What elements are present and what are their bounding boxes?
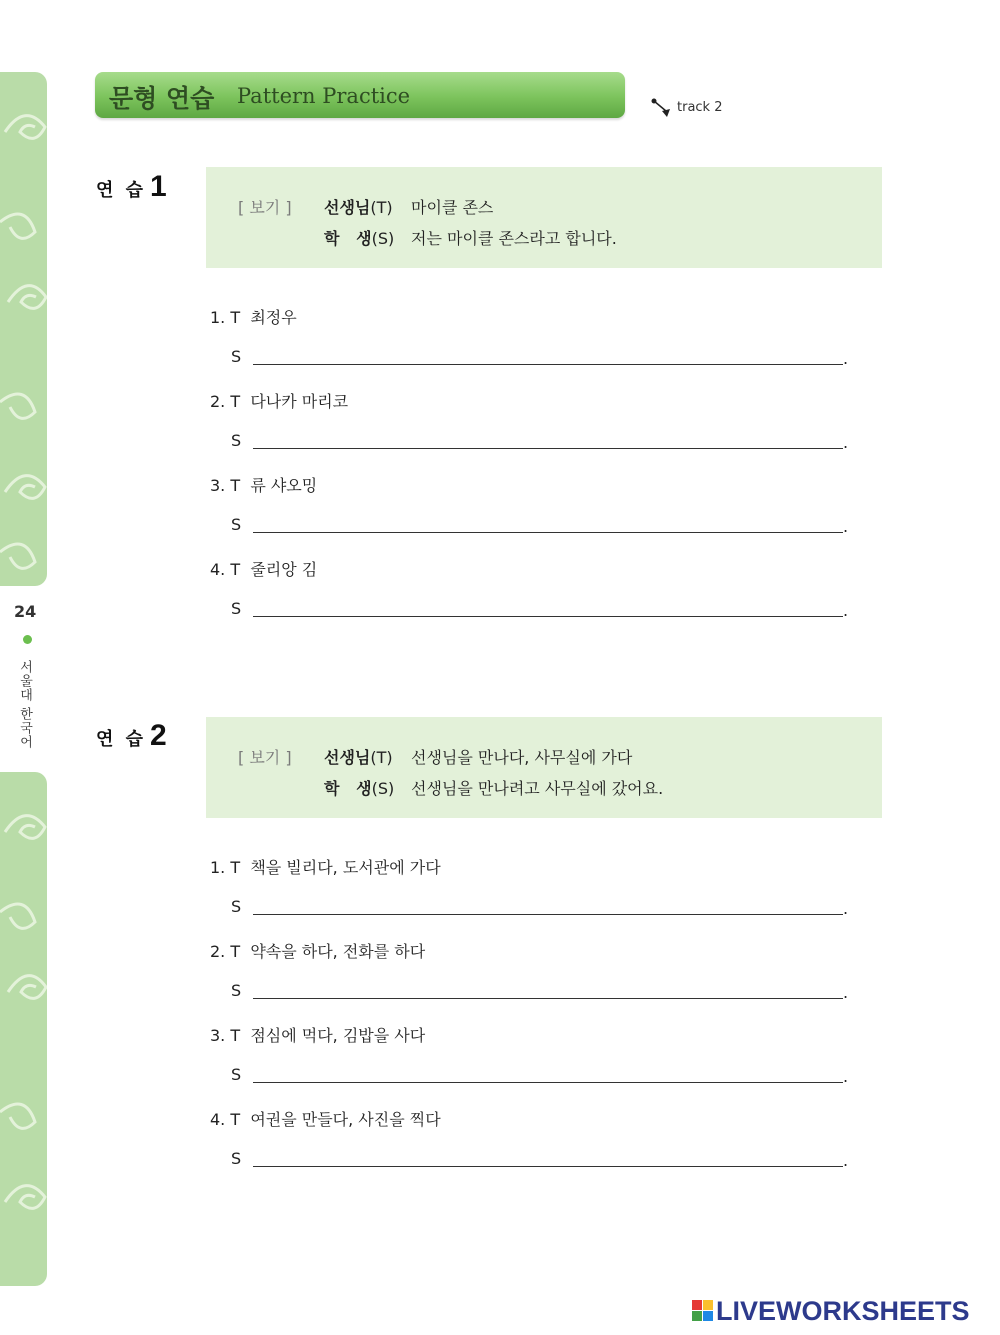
liveworksheets-icon (692, 1300, 714, 1322)
student-label: S (231, 1149, 242, 1168)
question-prompt: 1. T 최정우 (210, 308, 297, 327)
student-role: 학 생(S) (324, 229, 395, 248)
exercise-number: 1 (150, 170, 167, 203)
question-prompt: 4. T 여권을 만들다, 사진을 찍다 (210, 1110, 441, 1129)
question-prompt: 2. T 다나카 마리코 (210, 392, 349, 411)
teacher-example: 마이클 존스 (411, 198, 494, 217)
brand-name: LIVEWORKSHEETS (716, 1296, 970, 1326)
question-prompt: 1. T 책을 빌리다, 도서관에 가다 (210, 858, 441, 877)
exercise-1-title (96, 170, 167, 204)
side-decoration-top (0, 72, 47, 586)
answer-input[interactable] (253, 616, 843, 617)
student-example: 선생님을 만나려고 사무실에 갔어요. (411, 779, 664, 798)
audio-track-icon (650, 97, 672, 119)
section-title-en: Pattern Practice (237, 84, 411, 108)
sentence-end: . (843, 1151, 849, 1170)
teacher-example: 선생님을 만나다, 사무실에 가다 (411, 748, 633, 767)
question-prompt: 2. T 약속을 하다, 전화를 하다 (210, 942, 426, 961)
exercise-number: 2 (150, 719, 167, 752)
track-label: track 2 (677, 100, 723, 115)
teacher-role: 선생님(T) (324, 198, 393, 217)
student-label: S (231, 981, 242, 1000)
teacher-role: 선생님(T) (324, 748, 393, 767)
question-prompt: 3. T 류 샤오밍 (210, 476, 318, 495)
student-role: 학 생(S) (324, 779, 395, 798)
sentence-end: . (843, 517, 849, 536)
sentence-end: . (843, 433, 849, 452)
page-number: 24 (14, 602, 37, 621)
question-prompt: 3. T 점심에 먹다, 김밥을 사다 (210, 1026, 426, 1045)
answer-input[interactable] (253, 532, 843, 533)
answer-input[interactable] (253, 1082, 843, 1083)
cloud-pattern-icon (0, 72, 47, 586)
exercise-label: 연 습 (96, 180, 147, 201)
student-label: S (231, 1065, 242, 1084)
example-tag: [ 보기 ] (238, 748, 292, 767)
student-label: S (231, 347, 242, 366)
sentence-end: . (843, 601, 849, 620)
answer-input[interactable] (253, 448, 843, 449)
side-decoration-bottom (0, 772, 47, 1286)
exercise-2-title (96, 719, 167, 753)
sentence-end: . (843, 983, 849, 1002)
answer-input[interactable] (253, 998, 843, 999)
example-box-1 (206, 167, 882, 268)
answer-input[interactable] (253, 364, 843, 365)
sentence-end: . (843, 899, 849, 918)
example-box-2 (206, 717, 882, 818)
bullet-dot-icon (23, 635, 32, 644)
sentence-end: . (843, 1067, 849, 1086)
exercise-label: 연 습 (96, 729, 147, 750)
question-prompt: 4. T 줄리앙 김 (210, 560, 318, 579)
cloud-pattern-icon (0, 772, 47, 1286)
answer-input[interactable] (253, 914, 843, 915)
answer-input[interactable] (253, 1166, 843, 1167)
student-label: S (231, 431, 242, 450)
student-example: 저는 마이클 존스라고 합니다. (411, 229, 617, 248)
example-tag: [ 보기 ] (238, 198, 292, 217)
student-label: S (231, 897, 242, 916)
sentence-end: . (843, 349, 849, 368)
student-label: S (231, 515, 242, 534)
section-banner (95, 72, 625, 118)
section-title-ko: 문형 연습 (109, 84, 215, 113)
book-title: 서울대 한국어 (17, 660, 32, 750)
student-label: S (231, 599, 242, 618)
